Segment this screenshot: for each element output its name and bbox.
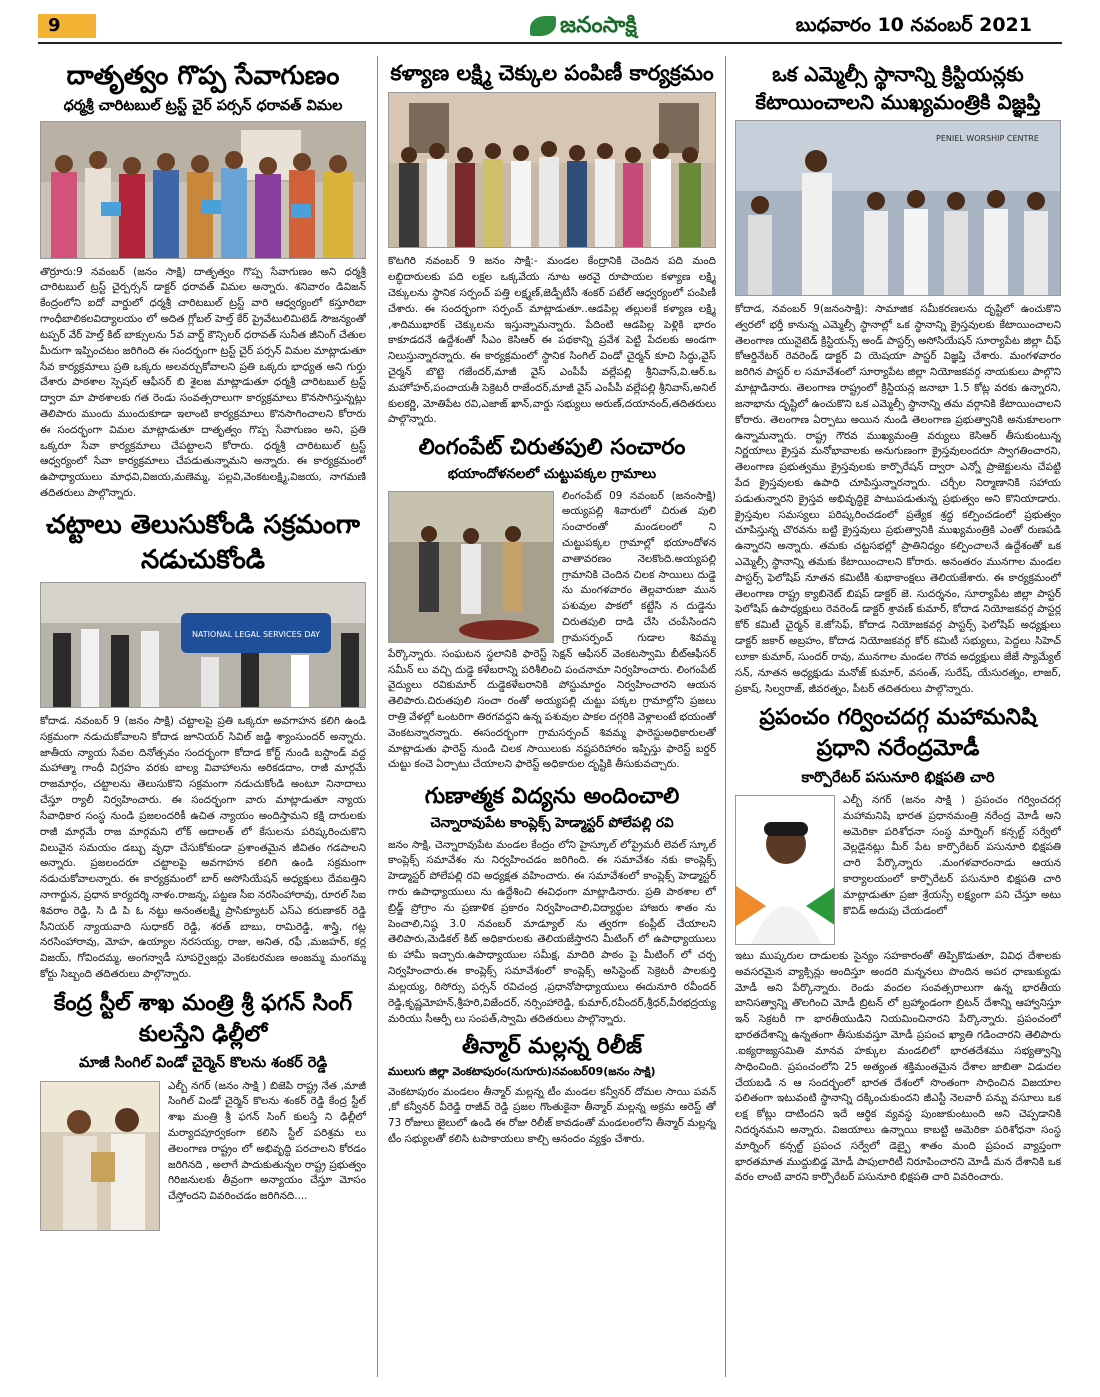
page-header	[38, 10, 1062, 44]
article-body-part1: ఎల్బీ నగర్ (జనం సాక్షి ) ప్రపంచం గర్వించదగ్గ మహామనిషి భారత ప్రధానమంత్రి నరేంద్ర మోడీ అని అమెరికా పరిశోధనా సంస్థ మార్నింగ్ కన్సల్ట్ సర్వేలో వెల్లడైనట్లు మీర్ పేట కార్పొరేటర్ పసునూరి భిక్షపతి చారి పేర్కొన్నారు .మంగళవారంనాడు ఆయన కార్యాలయంలో కార్పొరేటర్ పసునూరి భిక్షపతి చారి మాట్లాడుతూ ప్రజా శ్రేయస్సే లక్ష్యంగా పని చేస్తూ అటు కొవిడ్ అదుపు చేయడంలో	[843, 794, 1061, 917]
photo-illustration	[736, 121, 1061, 296]
article-leopard	[388, 434, 716, 779]
article-subtitle: చెన్నారావుపేట కాంప్లెక్స్ హెడ్మాస్టర్ పోలేపల్లి రవి	[430, 814, 674, 831]
column-1	[40, 56, 366, 1377]
header-rule	[38, 42, 1062, 44]
issue-date: బుధవారం 10 నవంబర్ 2021	[795, 14, 1032, 36]
photo-illustration	[41, 1082, 160, 1231]
leaf-logo-icon	[530, 16, 556, 36]
article-title: దాతృత్వం గొప్ప సేవాగుణం	[66, 61, 340, 91]
article-title: ప్రపంచం గర్వించదగ్గ మహామనిషి ప్రధాని నరేంద్రమోడీ	[759, 705, 1037, 762]
masthead-logo	[530, 10, 637, 40]
photo-legal-rally	[40, 582, 366, 708]
article-title: కేంద్ర స్టీల్ శాఖ మంత్రి శ్రీ ఫగన్ సింగ్ కులస్తేని ఢిల్లీలో	[53, 990, 353, 1047]
article-title: తీన్మార్ మల్లన్న రిలీజ్	[461, 1034, 643, 1060]
photo-cheque-distribution	[388, 92, 716, 248]
article-body: తొర్రూరు:9 నవంబర్ (జనం సాక్షి) దాతృత్వం గొప్ప సేవాగుణం అని ధర్మశ్రీ చారిటబుల్ ట్రస్ట్ చైర్పర్సన్ డాక్టర్ ధరావత్ విమల అన్నారు. శనివారం డివిజన్ కేంద్రంలోని ఐదో వార్డులో ధర్మశ్రీ చారిటబుల్ ట్రస్ట్ వారి ఆధ్వర్యంలో కస్తూరిబా గాంధీబాలికలవిద్యాలయం లో అదిత గ్లోబల్ హెల్త్ కేర్ ప్రైవేటులిమిటెడ్ సౌజన్యంతో టప్పర్ వేర్ హెల్త్ కిట్ బాక్సులను 5వ వార్డ్ కౌన్సిలర్ ధరావత్ సునీత జీనింగ్ చేతుల మీదుగా ఇప్పించటం జరిగింది ఈ సందర్భంగా ట్రస్ట్ చైర్ పర్సన్ విమల మాట్లాడుతూ సేవ కార్యక్రమాలు ప్రతి ఒక్కరు అలవర్చుకోవాలని ప్రతి ఒక్కరు భాధ్యత అని గుర్తు చేశారు పాఠశాల స్పెషల్ ఆఫీసర్ బి శైలజ మాట్లాడుతూ ధర్మశ్రీ చారిటబుల్ ట్రస్ట్ ద్వారా మా పాఠశాలకు గత రెండు సంవత్సరాలుగా కార్యక్రమాలు కొనసాగిస్తున్నట్లు తెలిపారు ముందు ముందుకూడా ఇలాంటి కార్యక్రమాలు కొనసాగించాలని కోరారు ఈ సందర్భంగా విమల మాట్లాడుతూ దాతృత్వం గొప్ప సేవాగుణం అని, ప్రతి ఒక్కరూ సేవా కార్యక్రమాలు చేపట్టాలని కోరారు. ధర్మశ్రీ చారిటబుల్ ట్రస్ట్ ఆధ్వర్యంలో సేవా కార్యక్రమాలు చేపడుతున్నామని అన్నారు. ఈ కార్యక్రమంలో ఉపాధ్యాయులు మాధవి,విజయ,మణెమ్మ, పల్లవి,వెంకటలక్ష్మి,విజయ, నాగమణి తదితరులు పాల్గొన్నారు.	[40, 265, 366, 499]
article-subtitle: కార్పొరేటర్ పసునూరి భిక్షపతి చారి	[801, 769, 995, 786]
article-subtitle: ధర్మశ్రీ చారిటబుల్ ట్రస్ట్ చైర్ పర్సన్ ధరావత్ విమల	[63, 97, 343, 114]
photo-leopard-site	[388, 491, 554, 643]
article-body-part2: ఇటు ముష్కరుల దాడులకు సైన్యం సహకారంతో తిప్పికొడుతూ, వివిధ దేశాలకు అవసరమైన వ్యాక్సిన్లు అందిస్తూ అందరి మన్ననలు పొందిన అపర ఛాణుక్యుడు మోడీ అని పేర్కొన్నారు. రెండు వందల సంవత్సరాలుగా ఉన్న భారతీయ బానిసత్వాన్ని తొలగించి మోడీ బ్రిటన్ లో బ్రహ్మాండంగా బ్రిటన్ దేశాన్ని ఆహ్వానిస్తూ ఇన్ సెక్రటరీ గా భారతీయుడిని నియమించినారని పేర్కొన్నారు. ప్రపంచంలో భారతదేశాన్ని ఉన్నతంగా తీసుకువస్తూ మోడీ ప్రపంచ ఖ్యాతి గడించారని తెలిపారు .ఐక్యరాజ్యసమితి మానవ హక్కుల మండలిలో భారతదేశము సభ్యత్వాన్ని సాధించింది. ప్రపంచంలోని 25 అత్యంత శక్తిమంతమైన దేశాల జాబితా విడుదల చేయబడి న ఆ సందర్భంలో భారత దేశంలో సొంతంగా సాధించిన విజయాల ఫలితంగా ఇటువంటి స్థానాన్ని దక్కించుకుందని జీఎస్టీ నెలవారీ పన్ను వసూలు ఒక లక్ష కోట్లు దాటిందని ఇదే ఆర్థిక వ్యవస్థ పుంజుకుంటుంది అని చెప్పడానికి నిదర్శనమని అన్నారు. విజయాలు ఉన్నాయి కాబట్టి అమెరికా పరిశోధనా సంస్థ మార్నింగ్ కన్సల్ట్ ప్రపంచ సర్వేలో డెబ్బై శాతం మంది ప్రపంచ వ్యాప్తంగా భారతమాత ముద్దుబిడ్డ మోడీ పాపులారిటీ నిరూపించారని మోడీ మన దేశానికి ఒక వరం లాంటి వారని కార్పొరేటర్ పసునూరి భిక్షపతి చారి వివరించారు.	[735, 950, 1061, 1184]
article-body: ఎల్బీ నగర్ (జనం సాక్షి ) బిజెపి రాష్ట్ర నేత ,మాజీ సింగిల్ విండో చైర్మెన్ కొలను శంకర్ రెడ్డి కేంద్ర స్టీల్ శాఖ మంత్రి శ్రీ ఫగన్ సింగ్ కులస్తే ని ఢిల్లీలో మర్యాదపూర్వకంగా కలిసి స్టీల్ పరిశ్రమ లు తెలంగాణ రాష్ట్రం లో అభివృద్ధి పరచాలని కోరడం జరిగినది , అలాగే పాదుకుతున్నల రాష్ట్ర ప్రభుత్వం గిరిజనులకు తీవ్రంగా అన్యాయం చేస్తూ మోసం చేస్తోందని వివరించడం జరిగినది....	[168, 1079, 366, 1203]
article-subtitle: ములుగు జిల్లా వెంకటాపురం(నుగూరు)నవంబర్09(జనం సాక్షి)	[388, 1064, 656, 1078]
article-legal-awareness	[40, 508, 366, 983]
photo-illustration	[41, 583, 366, 708]
article-body: జనం సాక్షి, చెన్నారావుపేట మండల కేంద్రం లోని హైస్కూల్ లోప్రైమరీ లెవల్ స్కూల్ కాంప్లెక్స్ సమావేశం ను నిర్వహించడం జరిగింది. ఈ సమావేశం నకు కాంప్లెక్స్ హెడ్మాస్టర్ పోలేపల్లి రవి అధ్యక్షత వహించారు. ఈ సమావేశంలో కాంప్లెక్స్ హెడ్మాస్టర్ గారు ఉపాధ్యాయులు ను ఉద్దేశించి ఈవిధంగా మాట్లాడినారు. ప్రతి పాఠశాల లో బ్రిడ్జ్ ప్రోగ్రాం ను ప్రణాళిక ప్రకారం నిర్వహించాలి,విద్యార్థుల హాజరు శాతం ను పెంచాలి,నిష్ఠ 3.0 నవంబర్ మాడ్యూల్ ను త్వరగా కంప్లీట్ చేయాలని తెలిపారు,మెడికల్ కిట్ అధికారులకు తెలియజేస్తారని మీటింగ్ లో ఉపాధ్యాయులు కు హామీ ఇచ్చారు.ఉపాధ్యాయుల సమీక్ష, మాదిరి పాఠం పై మీటింగ్ లో చర్చ నిర్వహించారు.ఈ కాంప్లెక్స్ సమావేశంలో కాంప్లెక్స్ అసిస్టెంట్ సెక్రెటరీ పాలకుర్తి మల్లయ్య, రిసోర్సు పర్సన్ రవిచంద్ర ,ప్రధానోపాధ్యాయులు ఈదునూరి రవీందర్ రెడ్డి,కృష్ణమోహన్,శ్రీహరి,విజేందర్, నర్సింహారెడ్డి, కుమార్,రవీందర్,శ్రీధర్,వీరభద్రయ్య మరియు సీఆర్పీ లు సంపత్,స్వామి తదితరులు పాల్గొన్నారు.	[388, 838, 716, 1025]
article-steel-minister	[40, 989, 366, 1235]
photo-women-health-kits	[40, 121, 366, 259]
page-number: 9	[38, 14, 96, 38]
column-divider	[725, 56, 726, 1377]
article-title: ఒక ఎమ్మెల్సీ స్థానాన్ని క్రిస్టియన్లకు కేటాయించాలని ముఖ్యమంత్రికి విజ్ఞప్తి	[755, 62, 1041, 114]
article-teenmaar-release	[388, 1033, 716, 1148]
column-divider	[377, 56, 378, 1377]
article-subtitle: మాజీ సింగిల్ విండో చైర్మెన్ కొలను శంకర్ రెడ్డి	[78, 1055, 328, 1072]
article-quality-education	[388, 783, 716, 1027]
photo-pastors-meeting	[735, 120, 1061, 296]
banner-text: PENIEL WORSHIP CENTRE	[936, 134, 1039, 143]
article-body: కొటగిరి నవంబర్ 9 జనం సాక్షి:- మండల కేంద్రానికి చెందిన పది మంది లబ్ధిదారులకు పది లక్షల ఒక్కవేయ నూట అరవై రూపాయల కళ్యాణ లక్ష్మి చెక్కులను స్థానిక సర్పంచ్ పత్తి లక్ష్మణ్,జెడ్పీటీసీ శంకర్ పటేల్ ఆధ్వర్యంలో పంపిణీ చేశారు. ఈ సందర్భంగా సర్పంచ్ మాట్లాడుతూ..ఆడపిల్ల తల్లులకే కళ్యాణ లక్ష్మి ,శాదిముభారక్ చెక్కులను ఇస్తున్నామన్నారు. పేదింటి ఆడపిల్ల పెళ్లికి భారం కాకూడదనే ఉద్దేశంతో సీఎం కెసిఆర్ ఈ పథకాన్ని ప్రవేశ పెట్టి పేదలకు అండగా నిలుస్తున్నారన్నారు. ఈ కార్యక్రమంలో స్థానిక సింగిల్ విండో చైర్మన్ కూచి సిద్ధు,వైస్ చైర్మన్ బొట్టె గజేందర్,మాజీ వైస్ ఎంపీపీ వల్లేపల్లి శ్రీనివాస్,వి.ఆర్.ఒ మహోహర్,పంచాయతీ సెక్రెటరీ రాజేందర్,మాజీ వైస్ ఎంపీపీ వల్లేపల్లి శ్రీనివాస్,అనిల్ కులకర్ణి, మోతిపేట రవి,ఎజాజ్ ఖాన్,వార్డు సభ్యులు అరుణ్,దయానంద్,తదితరులు పాల్గొన్నారు.	[388, 255, 716, 426]
article-title: గుణాత్మక విద్యను అందించాలి	[424, 784, 680, 810]
article-title: లింగంపేట్ చిరుతపులి సంచారం	[418, 435, 686, 461]
article-body: వెంకటాపురం మండలం తీన్మార్ మల్లన్న టీం మండల కన్వీనర్ దోమల సాయి పవన్ ,కో కన్వీనర్ వీరెడ్డి రాజీవ్ రెడ్డి ప్రజల గొంతుకైనా తీన్మార్ మల్లన్న అక్రమ అరెస్ట్ తో 73 రోజులు జైలులో ఉండి ఈ రోజు రిలీజ్ కావడంతో మండలంలోని తీన్మార్ మల్లన్న టీం సభ్యులతో కలిసి టపాకాయలు కాల్చి ఆనందం వ్యక్తం చేశారు.	[388, 1085, 716, 1145]
article-kalyana-lakshmi	[388, 60, 716, 428]
banner-text: NATIONAL LEGAL SERVICES DAY	[191, 630, 321, 639]
article-mlc-christians	[735, 60, 1061, 697]
masthead-text: జనంసాక్షి	[560, 12, 637, 38]
photo-illustration	[736, 796, 835, 945]
column-3	[735, 56, 1061, 1377]
article-charity	[40, 60, 366, 502]
photo-minister-meeting	[40, 1081, 160, 1231]
article-body: కోదాడ. నవంబర్ 9 (జనం సాక్షి) చట్టాలపై ప్రతి ఒక్కరూ అవగాహన కలిగి ఉండి సక్రమంగా నడుచుకోవాలని కోదాడ జూనియర్ సివిల్ జడ్జి శ్యాంసుందర్ అన్నారు. జాతీయ న్యాయ సేవల దినోత్సవం సందర్భంగా కోదాడ కోర్ట్ నుండి బస్టాండ్ వద్ద మహాత్మా గాంధీ విగ్రహం వరకు బాల్య వివాహాలను అరికడదాం, రాజీ మార్గమే రాజమార్గం, చట్టాలను తెలుసుకొని సక్రమంగా నడుచుకోండి అంటూ నినాదాలు చేస్తూ ర్యాలీ నిర్వహించారు. ఈ సందర్భంగా వారు మాట్లాడుతూ న్యాయ సేవాధికార సంస్థ నుండి ప్రజలందరికీ ఉచిత న్యాయం అందిస్తామని కక్షి దారులకు రాజీ మార్గమే రాజ మార్గమని లోక్ అదాలత్ లో కేసులను పరిష్కరించుకొని విలువైన సమయం డబ్బు వృధా చేసుకోకుండా ప్రశాంతమైన జీవితం గడపాలని అన్నారు. ప్రజలందరూ చట్టాలపై అవగాహన కలిగి ఉండి సక్రమంగా నడుచుకోవాలన్నారు. ఈ కార్యక్రమంలో బార్ అసోసియేషన్ అధ్యక్షులు దేవబత్తిని నాగార్జున, ప్రధాన కార్యదర్శి నాళం.రాజన్న, పట్టణ సీఐ నరసింహారావు, రూరల్ సిఐ శివరాం రెడ్డి, సి డి పి ఓ నట్టు అనంతలక్ష్మి ప్రాసిక్యూటర్ ఎస్ఎ కరుణాకర్ రెడ్డి సీనియర్ న్యాయవాది సుధాకర్ రెడ్డి, శరత్ బాబు, రామిరెడ్డి, శాస్త్రి, గట్ల నరసింహారావు, మోహ, ఉయ్యాల నరసయ్య, రాజు, అనిత, రఫీ ,మజహర్, కర్ల విజయ్, గోవిందమ్మ, అంగన్వాడీ సూపర్వైజర్లు వెంకటరమణ అంజమ్మ మంగమ్మ కోర్టు సిబ్బంది తదితరులు పాల్గొన్నారు.	[40, 715, 366, 980]
article-subtitle: భయాందోళనలలో చుట్టుపక్కల గ్రామాలు	[447, 465, 657, 482]
photo-corporator-portrait	[735, 795, 835, 945]
article-title: కళ్యాణ లక్ష్మి చెక్కుల పంపిణీ కార్యక్రమం	[390, 61, 714, 85]
article-title: చట్టాలు తెలుసుకోండి సక్రమంగా నడుచుకోండి	[46, 509, 360, 575]
article-body: కోదాడ, నవంబర్ 9(జనంసాక్షి): సామాజిక సమీకరణలను దృష్టిలో ఉంచుకొని త్వరలో భర్తీ కానున్న ఎమ్మెల్సీ స్థానాల్లో ఒక స్థానాన్ని క్రైస్తవులకు కేటాయించాలని తెలంగాణ యునైటెడ్ క్రిస్టియన్స్ అండ్ పాస్టర్స్ అసోసియేషన్ సూర్యాపేట జిల్లా చీఫ్ కోఆర్డినేటర్ రెవరెండ్ డాక్టర్ వి యెషయా పాస్టర్ విజ్ఞప్తి చేశారు. మంగళవారం జరిగిన పాస్టర్ ల సమావేశంలో సూర్యాపేట జిల్లా నియోజకవర్గ నాయకులు పాల్గొని మాట్లాడినారు. తెలంగాణ రాష్ట్రంలో క్రిస్టియన్ల జనాభా 1.5 కోట్ల వరకు ఉన్నారని, జనాభాను దృష్టిలో ఉంచుకొని ఒక ఎమ్మెల్సీ స్థానాన్ని తమ వర్గానికి కేటాయించాలని కోరారు. తెలంగాణ ఏర్పాటు అయిన నుండి తెలంగాణ ప్రభుత్వానికి అనుకూలంగా ఉన్నామన్నారు. రాష్ట్ర గౌరవ ముఖ్యమంత్రి వర్యులు కెసిఆర్ తీసుకుంటున్న నిర్ణయాలు క్రైస్తవ మనోభావాలకు అనుగుణంగా క్రైస్తవులందరూ స్వాగతించారని, తెలంగాణ ప్రభుత్వము క్రైస్తవులకు కార్పొరేషన్ ద్వారా ఎన్నో ప్రాజెక్టులను చేపట్టి పేద క్రైస్తవులకు ఉపాధి చూపిస్తున్నారన్నారు. చర్చీల నిర్మాణానికి సహాయ పడుతున్నారని క్రైస్తవ అభివృద్ధికై పాటుపడుతున్న ప్రభుత్వం అని కొనియాడారు. క్రైస్తవుల సమస్యలు పరిష్కరించడంలో ప్రత్యేక శ్రద్ధ కల్పించడంలో ప్రభుత్వం చూపిస్తున్న చొరవను బట్టి క్రైస్తవులు ప్రభుత్వానికి ముఖ్యమంత్రికి ఎంతో రుణపడి ఉన్నారని అన్నారు. తమకు చట్టసభల్లో ప్రాతినిధ్యం కల్పించాలనే ఉద్దేశంతో ఒక ఎమ్మెల్సీ స్థానాన్ని తమకు కేటాయించాలని కోరారు. అనంతరం మునగాల మండల పాస్టర్స్ ఫెలోషిప్ నూతన కమిటీకి శుభాకాంక్షలు తెలియజేశారు. ఈ కార్యక్రమంలో తెలంగాణ రాష్ట్ర క్యాబినెట్ బిషప్ డాక్టర్ జె. సుదర్శనం, సూర్యాపేట జిల్లా పాస్టర్ ఫెలోషిప్ ఉపాధ్యక్షులు రెవరెండ్ డాక్టర్ శ్రావణ్ కుమార్, కోదాడ నియోజకవర్గ పాస్టర్ల కోర్ కమిటీ చైర్మన్ కె.జోసెఫ్, కోదాడ నియోజకవర్గ పాస్టర్స్ ఫెలోషిప్ అధ్యక్షులు డాక్టర్ జకార్ అబ్రహం, కోదాడ నియోజకవర్గ కోర్ కమిటీ సభ్యులు, పెద్దలు సిహెచ్ లూకా కుమార్, సుందర్ రావు, మునగాల మండల గౌరవ అధ్యక్షులు జేజే స్యామ్యేల్ సన్, నూతన అధ్యక్షుడు మనోజ్ కుమార్, వసంత్, సురేష్, యేసురత్నం, లాజర్, ప్రకాష్, సిల్వరాజ్, జీవరత్నం, పీటర్ తదితరులు పాల్గొన్నారు.	[735, 303, 1061, 695]
photo-illustration	[389, 93, 716, 248]
photo-illustration	[41, 122, 366, 259]
column-2	[388, 56, 716, 1377]
photo-illustration	[389, 492, 554, 643]
article-body: లింగంపేట్ 09 నవంబర్ (జనంసాక్షి) అయ్యపల్లి శివారులో చిరుత పులి సంచారంతో మండలంలో ని చుట్టుపక్కల గ్రామాల్లో భయాందోళన వాతావరణం నెలకొంది.అయ్యపల్లి గ్రామానికి చెందిన చిలక సాయిలు దుడ్డె ను మంగళవారం తెల్లవారుజా మున పశువుల పాకలో కట్టేసి న దుడ్డెను చిరుతపులి దాడి చేసి చంపేసిందని గ్రామసర్పంచ్ గుడాల శివమ్మ పేర్కొన్నారు. సంఘటన స్థలానికి ఫారెస్ట్ సెక్షన్ ఆఫీసర్ వెంకటస్వామి బీట్ఆఫీసర్ సమీన్ లు వచ్చి దుడ్డె కళేబరాన్ని పరిశీలించి పంచనామా నిర్వహించారు. లింగంపేట్ వైద్యులు రవికుమార్ దుడ్డెకళేబరానికి పోస్టుమార్టం నిర్వహించారని ఆయన తెలిపారు.చిరుతపులి సంచా రంతో అయ్యపల్లి చుట్టు పక్కల గ్రామాల్లోని ప్రజలు రాత్రి వేళల్లో ఒంటరిగా తిరగవద్దని ఉన్న పశువుల పాకల దగ్గరికి వెళ్లాలంటే భయంతో వెంకటన్నారన్నారు. ఈసందర్భంగా గ్రామసర్పంచ్ శివమ్మ ఫారెస్టుఅధికారులతో మాట్లాడుతు ఫారెస్ట్ నుండి చిలక సాయిలుకు నష్టపరిహారం ఇప్పిస్తు ఫారెస్ట్ బర్డర్ చుట్టు కంచె ఏర్పాటు చేయాలని ఫారెస్ట్ అధికారుల దృష్టికి తీసుకువచ్చారు.	[388, 489, 716, 771]
article-modi-praise	[735, 703, 1061, 1186]
